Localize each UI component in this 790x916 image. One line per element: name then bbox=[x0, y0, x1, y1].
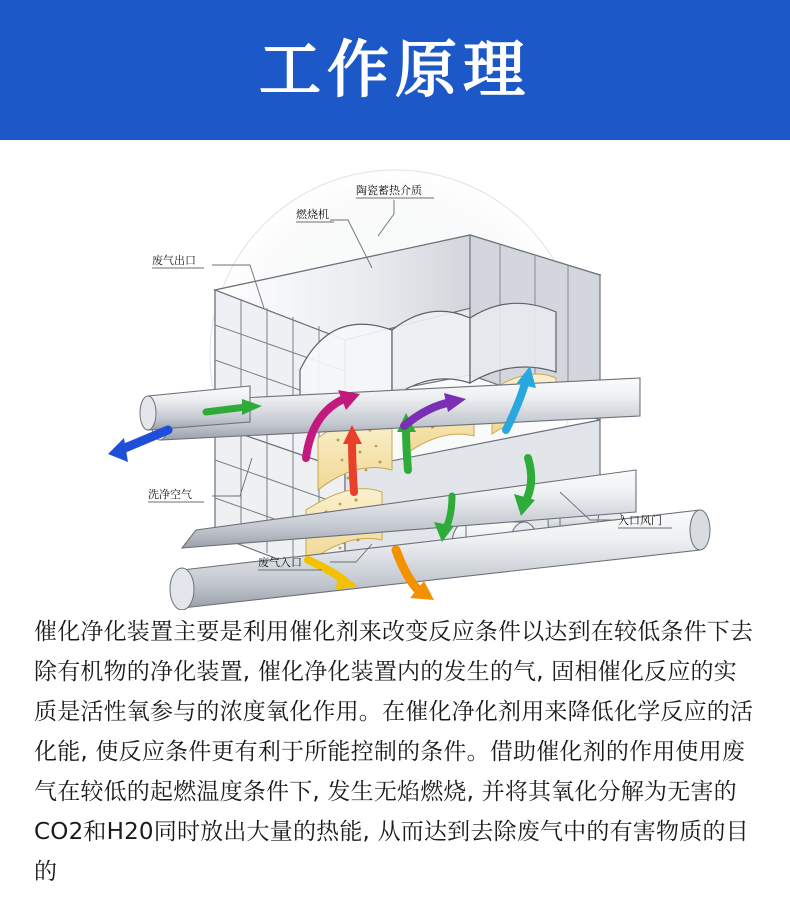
label-exhaust-inlet: 废气入口 bbox=[258, 556, 302, 569]
label-exhaust-outlet: 废气出口 bbox=[152, 254, 196, 267]
diagram-svg bbox=[0, 140, 790, 610]
label-inlet-damper: 入口风门 bbox=[618, 514, 662, 527]
label-clean-air: 洗净空气 bbox=[148, 488, 192, 501]
principle-diagram bbox=[0, 140, 790, 610]
label-burner: 燃烧机 bbox=[296, 208, 329, 221]
page-header-banner bbox=[0, 0, 790, 140]
description-paragraph: 催化净化装置主要是利用催化剂来改变反应条件以达到在较低条件下去除有机物的净化装置, 催化净化装置内的发生的气, 固相催化反应的实质是活性氧参与的浓度氧化作用。在催化净化剂用来降低化学反应的活化能, 使反应条件更有利于所能控制的条件。借助催化剂的作用使用废气在较低的起燃温度条件下, 发生无焰燃烧, 并将其氧化分解为无害的CO2和H20同时放出大量的热能, 从而达到去除废气中的有害物质的目的 bbox=[34, 619, 754, 885]
page-title: 工作原理 bbox=[258, 33, 531, 106]
label-ceramic-media: 陶瓷蓄热介质 bbox=[356, 184, 422, 197]
